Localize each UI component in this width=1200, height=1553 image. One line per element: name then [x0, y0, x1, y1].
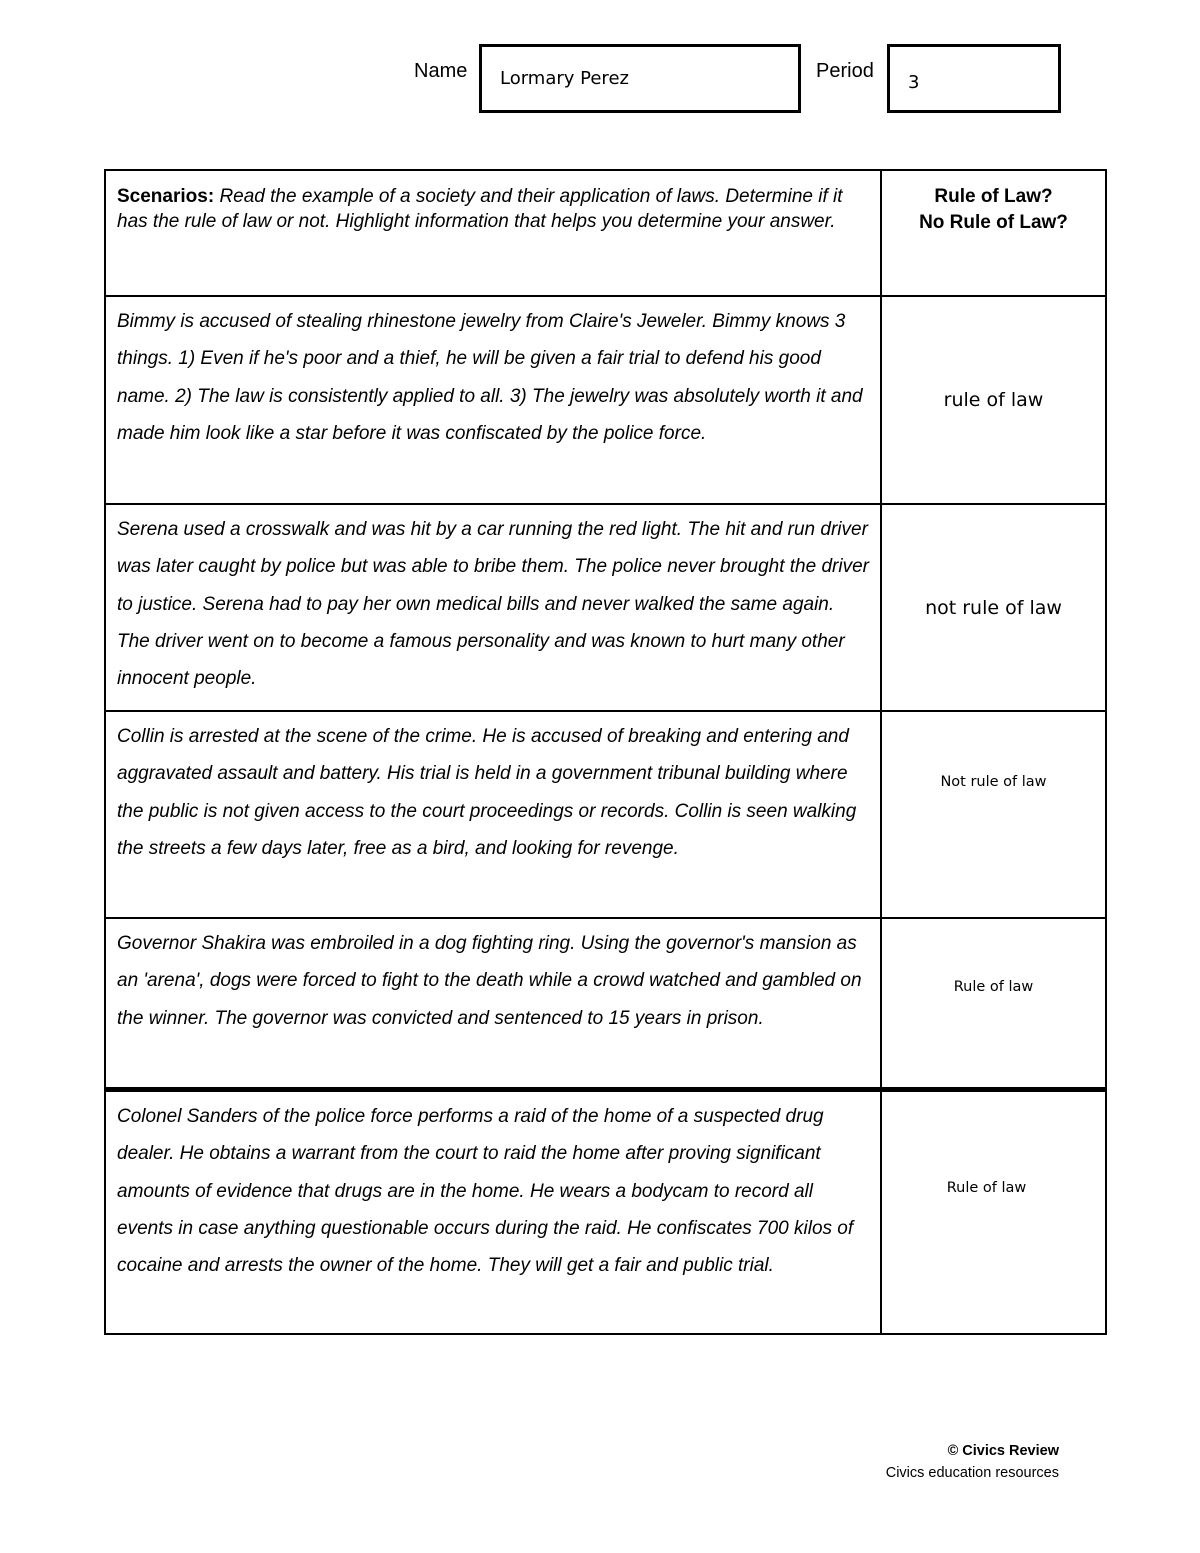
instructions-title: Scenarios: — [117, 186, 215, 207]
answer-header-line2: No Rule of Law? — [919, 212, 1068, 233]
answer-field[interactable]: rule of law — [943, 389, 1044, 411]
name-label: Name — [414, 60, 468, 82]
answer-field[interactable]: Rule of law — [946, 1180, 1027, 1196]
scenario-table — [104, 169, 1107, 1335]
scenario-text: Collin is arrested at the scene of the crime. He is accused of breaking and entering and aggravated assault and battery. His trial is held in a government tribunal building where the public is not given access to the court proceedings or records. Collin is seen walking the streets a few days later, free as a bird, and looking for revenge. — [106, 712, 882, 917]
answer-field[interactable]: not rule of law — [925, 596, 1062, 619]
table-row — [104, 712, 1107, 919]
footer-subtitle: Civics education resources — [885, 1465, 1059, 1481]
instructions-cell — [106, 171, 882, 295]
scenario-text: Colonel Sanders of the police force performs a raid of the home of a suspected drug dealer. He obtains a warrant from the court to raid the home after proving significant amounts of evidence that drugs are in the home. He wears a bodycam to record all events in case anything questionable occurs during the raid. He confiscates 700 kilos of cocaine and arrests the owner of the home. They will get a fair and public trial. — [106, 1092, 882, 1333]
instructions-text: Read the example of a society and their application of laws. Determine if it has the rule of law or not. Highlight information that helps you determine your answer. — [117, 186, 843, 232]
scenario-text: Bimmy is accused of stealing rhinestone jewelry from Claire's Jeweler. Bimmy knows 3 things. 1) Even if he's poor and a thief, he will be given a fair trial to defend his good name. 2) The law is consistently applied to all. 3) The jewelry was absolutely worth it and made him look like a star before it was confiscated by the police force. — [106, 297, 882, 503]
table-row — [104, 1089, 1107, 1335]
table-header-row — [104, 169, 1107, 297]
answer-field[interactable]: Not rule of law — [940, 774, 1047, 790]
footer-copyright: © Civics Review — [947, 1443, 1059, 1459]
name-field[interactable]: Lormary Perez — [479, 44, 801, 113]
table-row — [104, 297, 1107, 505]
answer-field[interactable]: Rule of law — [953, 979, 1034, 995]
answer-header-cell — [882, 171, 1105, 295]
footer — [886, 1440, 1059, 1484]
answer-header-line1: Rule of Law? — [934, 186, 1053, 207]
scenario-text: Governor Shakira was embroiled in a dog fighting ring. Using the governor's mansion as an 'arena', dogs were forced to fight to the death while a crowd watched and gambled on the winner. The governor was convicted and sentenced to 15 years in prison. — [106, 919, 882, 1087]
table-row — [104, 919, 1107, 1089]
scenario-text: Serena used a crosswalk and was hit by a car running the red light. The hit and run driver was later caught by police but was able to bribe them. The police never brought the driver to justice. Serena had to pay her own medical bills and never walked the same again. The driver went on to become a famous personality and was known to hurt many other innocent people. — [106, 505, 882, 710]
period-field[interactable]: 3 — [887, 44, 1061, 113]
period-label: Period — [816, 60, 874, 82]
table-row — [104, 505, 1107, 712]
